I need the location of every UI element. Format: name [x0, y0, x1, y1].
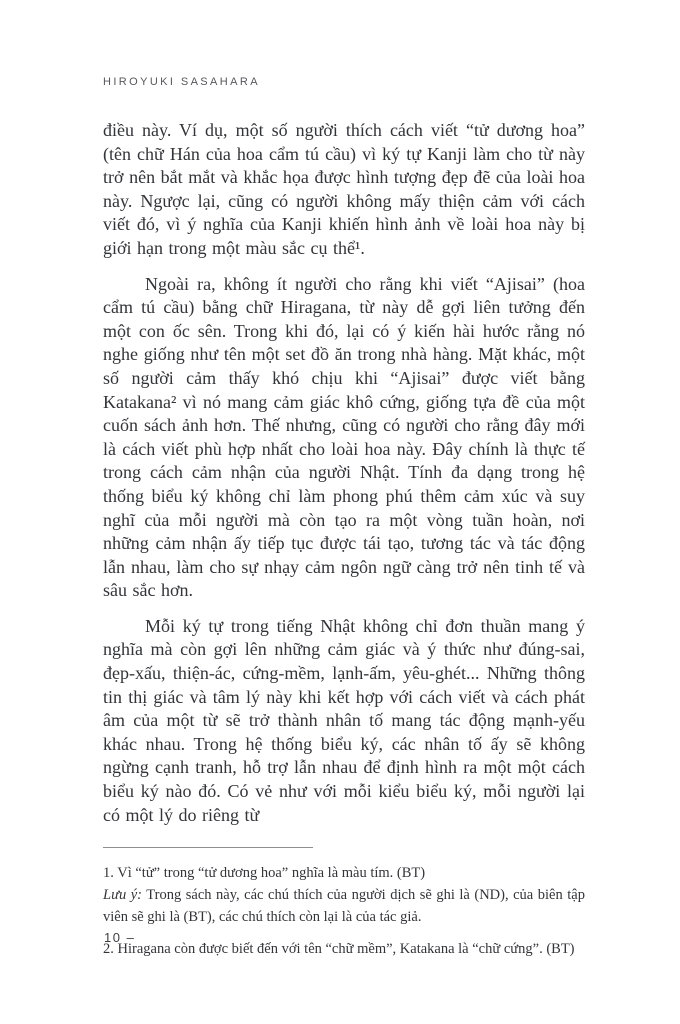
footnotes-section	[103, 847, 585, 960]
footnote-1: 1. Vì “tử” trong “tử dương hoa” nghĩa là màu tím. (BT)	[103, 865, 426, 882]
footnote-note-text: Trong sách này, các chú thích của người dịch sẽ ghi là (ND), của biên tập viên sẽ ghi là (BT), các chú thích còn lại là của tác giả.	[103, 887, 585, 926]
footnote-editor-note	[103, 884, 585, 928]
footnote-2: 2. Hiragana còn được biết đến với tên “chữ mềm”, Katakana là “chữ cứng”. (BT)	[103, 941, 575, 958]
page-number: 10 –	[104, 930, 136, 945]
footnote-note-label: Lưu ý:	[103, 887, 143, 904]
paragraph-3: Mỗi ký tự trong tiếng Nhật không chỉ đơn thuần mang ý nghĩa mà còn gợi lên những cảm giác và ý thức như đúng-sai, đẹp-xấu, thiện-ác, cứng-mềm, lạnh-ấm, yêu-ghét... Những thông tin thị giác và tâm lý này khi kết hợp với cách viết và cách phát âm của một từ sẽ trở thành nhân tố mang tác động mạnh-yếu khác nhau. Trong hệ thống biểu ký, các nhân tố ấy sẽ không ngừng cạnh tranh, hỗ trợ lẫn nhau để định hình ra một một cách biểu ký nào đó. Có vẻ như với mỗi kiểu biểu ký, mỗi người lại có một lý do riêng từ	[103, 615, 585, 825]
body-text	[103, 119, 585, 827]
paragraph-2: Ngoài ra, không ít người cho rằng khi viết “Ajisai” (hoa cẩm tú cầu) bằng chữ Hiragana, từ này dễ gợi liên tưởng đến một con ốc sên. Trong khi đó, lại có ý kiến hài hước rằng nó nghe giống như tên một set đồ ăn trong nhà hàng. Mặt khác, một số người cảm thấy khó chịu khi “Ajisai” được viết bằng Katakana² vì nó mang cảm giác khô cứng, giống tựa đề của một cuốn sách ảnh hơn. Thế nhưng, cũng có người cho rằng đây mới là cách viết phù hợp nhất cho loài hoa này. Đây chính là thực tế trong cách cảm nhận của người Nhật. Tính đa dạng trong hệ thống biểu ký không chỉ làm phong phú thêm cảm xúc và suy nghĩ của mỗi người mà còn tạo ra một vòng tuần hoàn, nơi những cảm nhận ấy tiếp tục được tái tạo, tương tác và tác động lẫn nhau, làm cho sự nhạy cảm ngôn ngữ càng trở nên tinh tế và sâu sắc hơn.	[103, 273, 585, 601]
running-header-author: HIROYUKI SASAHARA	[103, 76, 260, 88]
paragraph-1: điều này. Ví dụ, một số người thích cách viết “tử dương hoa” (tên chữ Hán của hoa cẩm tú cầu) vì ký tự Kanji làm cho từ này trở nên bắt mắt và khắc họa được hình tượng đẹp đẽ của loài hoa này. Ngược lại, cũng có người không mấy thiện cảm với cách viết đó, vì ý nghĩa của Kanji khiến hình ảnh về loài hoa này bị giới hạn trong một màu sắc cụ thể¹.	[103, 120, 585, 258]
footnote-separator	[103, 847, 313, 848]
